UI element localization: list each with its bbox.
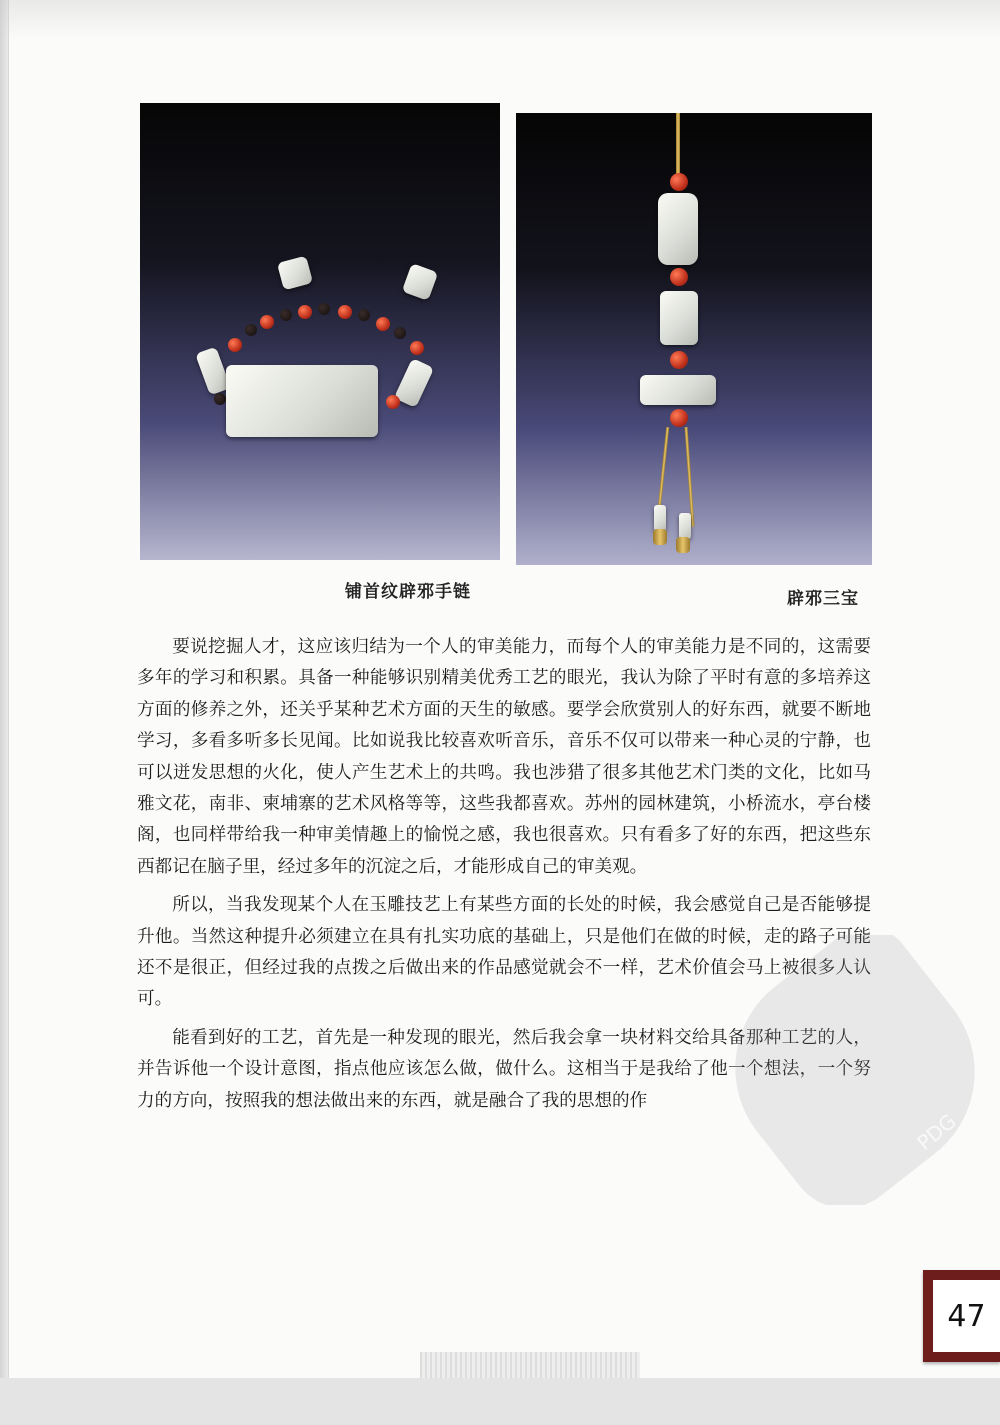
paragraph: 能看到好的工艺，首先是一种发现的眼光，然后我会拿一块材料交给具备那种工艺的人，并告诉他一个设计意图，指点他应该怎么做，做什么。这相当于是我给了他一个想法，一个努力的方向，按照我的想法做出来的东西，就是融合了我的思想的作 — [137, 1027, 871, 1111]
tassel — [653, 529, 667, 545]
cord — [676, 113, 680, 175]
red-bead — [670, 173, 688, 191]
red-bead — [670, 351, 688, 369]
jade-disc — [640, 375, 716, 405]
red-bead — [386, 395, 400, 409]
jade-bead-loose — [402, 263, 439, 301]
jade-block — [660, 291, 698, 345]
red-bead — [670, 409, 688, 427]
scan-top-shadow — [0, 0, 1000, 40]
page-number: 47 — [933, 1280, 1000, 1352]
dark-bead — [245, 324, 257, 336]
stamp-shape — [720, 935, 1000, 1205]
dark-bead — [394, 327, 406, 339]
page-number-frame — [923, 1270, 1000, 1362]
dark-bead — [318, 303, 330, 315]
dark-bead — [358, 309, 370, 321]
jade-bead-loose — [277, 256, 313, 291]
cord — [685, 427, 695, 527]
dark-bead — [280, 309, 292, 321]
red-bead — [298, 305, 312, 319]
paragraph: 所以，当我发现某个人在玉雕技艺上有某些方面的长处的时候，我会感觉自己是否能够提升他。当然这种提升必须建立在具有扎实功底的基础上，只是他们在做的时候，走的路子可能还不是很正，但经过我的点拨之后做出来的作品感觉就会不一样，艺术价值会马上被很多人认可。 — [137, 895, 871, 1010]
jade-plaque — [226, 365, 378, 437]
red-bead — [228, 338, 242, 352]
red-bead — [410, 341, 424, 355]
jade-pendant-photo — [516, 113, 872, 565]
library-stamp-watermark — [720, 935, 1000, 1205]
watermark-text: PDG — [912, 1108, 961, 1156]
red-bead — [670, 268, 688, 286]
jade-tube — [658, 193, 698, 265]
red-bead — [376, 317, 390, 331]
red-bead — [338, 305, 352, 319]
jade-bracelet-photo — [140, 103, 500, 560]
jade-tassel-bead — [679, 513, 691, 539]
red-bead — [260, 315, 274, 329]
paragraph: 要说挖掘人才，这应该归结为一个人的审美能力，而每个人的审美能力是不同的，这需要多年的学习和积累。具备一种能够识别精美优秀工艺的眼光，我认为除了平时有意的多培养这方面的修养之外，还关乎某种艺术方面的天生的敏感。要学会欣赏别人的好东西，就要不断地学习，多看多听多长见闻。比如说我比较喜欢听音乐，音乐不仅可以带来一种心灵的宁静，也可以迸发思想的火化，使人产生艺术上的共鸣。我也涉猎了很多其他艺术门类的文化，比如马雅文花，南非、柬埔寨的艺术风格等等，这些我都喜欢。苏州的园林建筑，小桥流水，亭台楼阁，也同样带给我一种审美情趣上的愉悦之感，我也很喜欢。只有看多了好的东西，把这些东西都记在脑子里，经过多年的沉淀之后，才能形成自己的审美观。 — [137, 637, 871, 877]
scan-marks — [420, 1352, 640, 1378]
tassel — [676, 537, 690, 553]
caption-pendant: 辟邪三宝 — [787, 589, 859, 609]
scan-bottom-margin — [0, 1378, 1000, 1425]
jade-tassel-bead — [654, 505, 666, 531]
caption-bracelet: 铺首纹辟邪手链 — [345, 582, 471, 602]
dark-bead — [214, 393, 226, 405]
